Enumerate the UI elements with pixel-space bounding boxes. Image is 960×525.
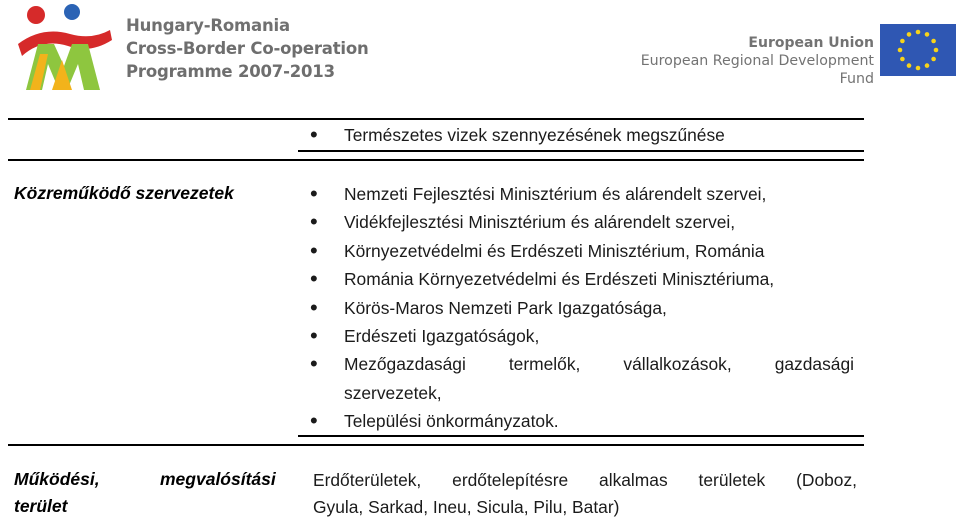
table-rule-2 [298,150,864,152]
programme-line-1: Hungary-Romania [126,16,290,35]
eu-fund-label [616,34,874,88]
list-item-continuation [306,379,854,407]
list-item: • Erdészeti Igazgatóságok, [306,322,854,350]
list-item: • Települési önkormányzatok. [306,407,854,435]
table-rule-3 [8,159,864,161]
section2-label-part2: megvalósítási [160,469,276,489]
table-rule-5 [8,444,864,446]
section2-label-part1: Működési, [14,469,100,489]
section2-label-part3: terület [14,496,68,516]
section1-list [306,180,854,436]
eu-line-2: European Regional Development Fund [640,53,874,87]
eu-flag-icon [880,24,956,76]
top-item-list [306,121,725,149]
programme-logo [12,4,116,94]
section2-text-line2: Gyula, Sarkad, Ineu, Sicula, Pilu, Batar) [313,497,620,517]
section1-label: Közreműködő szervezetek [14,183,234,203]
section2-text [313,467,857,521]
list-item: • Vidékfejlesztési Minisztérium és alárendelt szervei, [306,208,854,236]
programme-line-2: Cross-Border Co-operation [126,39,369,58]
list-item: • Nemzeti Fejlesztési Minisztérium és alárendelt szervei, [306,180,854,208]
section2-text-line1: Erdőterületek, erdőtelepítésre alkalmas területek (Doboz, [313,470,857,490]
top-item: • Természetes vizek szennyezésének megszűnése [306,121,725,149]
list-item: • Mezőgazdasági termelők, vállalkozások, gazdasági [306,350,854,378]
list-item: • Körös-Maros Nemzeti Park Igazgatósága, [306,294,854,322]
programme-title [126,14,369,83]
eu-line-1: European Union [748,35,874,51]
list-item: • Románia Környezetvédelmi és Erdészeti Minisztériuma, [306,265,854,293]
programme-line-3: Programme 2007-2013 [126,62,335,81]
list-item: • Környezetvédelmi és Erdészeti Minisztérium, Románia [306,237,854,265]
table-rule-top [8,118,864,120]
continuation-text: szervezetek, [344,382,442,403]
